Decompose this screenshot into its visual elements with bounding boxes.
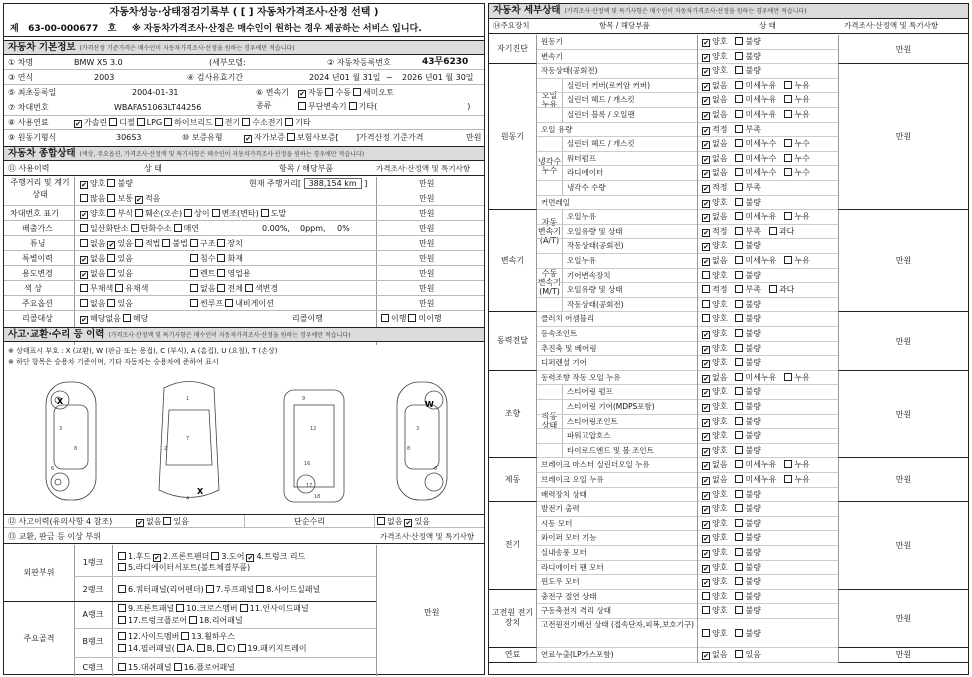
row-tuning: 튜닝 없음✔ 있음 적법 불법 구조 장치 만원 bbox=[4, 237, 484, 251]
detail-item: 등속조인트 bbox=[541, 329, 578, 338]
state-checkbox[interactable] bbox=[735, 329, 743, 337]
svg-text:4: 4 bbox=[186, 496, 190, 502]
detail-row bbox=[537, 590, 838, 605]
price-cell: 만원 bbox=[838, 648, 968, 663]
svg-text:7: 7 bbox=[186, 436, 190, 442]
detail-item: 고전원전기배선 상태 (접속단자,피복,보호기구) bbox=[541, 620, 695, 629]
row-vin: ⑦ 차대번호 WBAFA51063LT44256 bbox=[8, 103, 202, 112]
state-checkbox[interactable] bbox=[735, 504, 743, 512]
state-checkbox[interactable] bbox=[702, 243, 710, 251]
state-checkbox[interactable] bbox=[735, 563, 743, 571]
detail-item: 커먼레일 bbox=[541, 197, 570, 207]
car-diagram bbox=[4, 370, 484, 510]
detail-state: 양호 불량 bbox=[697, 269, 860, 284]
detail-state: ✔ 양호 불량 bbox=[697, 444, 860, 459]
detail-state: ✔ 없음 미세누유 누유 bbox=[697, 93, 860, 108]
detail-row bbox=[537, 93, 838, 108]
left-panel: 자동차성능·상태점검기록부 ( [ ] 자동차가격조사·산정 선택 ) 제 63-00-000677 호 ※ 자동차가격조사·산정은 매수인이 원하는 경우 제공하는 서비스 입니다. 자동차 기본정보 (가격산정 기준가격은 매수인이 자동차가격조사·산정을 원하는 경우에만 적습니다) ① 차명 BMW X5 3.0 (세부모델: ② 자동차등록번호 43무6230 ③ 연식 2003 ④ 검사유효기간 2024 년01 월 31일 ~ 2026 년01 월 30일 ⑤ 최초등록일 2004-01-31 ⑥ 변속기 종류 ✔자동 수동 세미오토 무단변속기 기타( ) ⑦ 차대번호 WBAFA51063LT44256 ⑧ 사용연료 ✔ 가솔린 디젤 LPG 하이브리드 전기 수소전기 기타 ⑨ 원동기형식 306S3 ⑩ 보증유형 ✔ 자가보증 보험사보증[ ]가격산정 기준가격 만원 자동차 종합상태 (색상, 주요옵션, 가격조사·산정액 및 특기사항은 매수인이 자동차가격조사·산정을 원하는 경우에만 적습니다) ⑪ 사용이력 상 태 항목 / 해당부품 가격조사·산정액 및 특기사항 주행거리 및 계기상태 ✔양호 불량 현재 주행거리[ 388,154 km ] 만원 많음 보통✔ 적음 만원 차대번호 표기 ✔ 양호 부식 훼손(오손) 상이 변조(변타) 도말 만원 배출가스 일산화탄소 탄화수소 매연 0.00%, 0ppm, 0% 만원 튜닝 없음✔ 있음 적법 불법 구조 장치 만원 특별이력 ✔ 없음 있음 침수 화재 만원 용도변경 ✔ 없음 있음 렌트 영업용 만원 색 상 무채색 유채색 없음 전체 색변경 만원 주요옵션 없음 있음 썬루프 내비게이션 만원 리콜대상 ✔ 해당없음 해당 리콜이행 이행 미이행 사고·교환·수리 등 이력 (가격조사·산정액 및 특기사항은 매수인이 자동차가격조사·산정을 원하는 경우에만 적습니다) ※ 상태표시 부호 : X (교환), W (판금 또는 용접), C (부식), A (흠집), U (요철), T (손상) ※ 하단 항목은 승용차 기준이며, 기타 자동차는 승용차에 준하여 표시 3 8 6 1 7 4 2 9 12 16 17 18 3 6 8 X X W ⑫ 사고이력(유의사항 4 참조) ✔ 없음 있음 단순수리 없음✔ 있음 ⑬ 교환, 판금 등 이상 부위 가격조사·산정액 및 특기사항 외판부위 주요골격 1랭크 1.후드✔ 2.프론트펜더 3.도어✔ 4.트렁크 리드 5.라디에이터서포트(볼트체결부품) 2랭크 6.쿼터패널(리어펜더) 7.루프패널 8.사이드실패널 A랭크 9.프론트패널 10.크로스멤버 11.인사이드패널 17.트렁크플로어 18.리어패널 B랭크 12.사이드멤버 13.휠하우스 14.필러패널( A, B, C) 19.패키지트레이 C랭크 15.대쉬패널 16.플로어패널 만원 bbox=[3, 3, 485, 675]
row-usage: 용도변경 ✔ 없음 있음 렌트 영업용 만원 bbox=[4, 267, 484, 281]
state-checkbox[interactable] bbox=[735, 285, 743, 293]
state-checkbox[interactable] bbox=[735, 81, 743, 89]
state-checkbox[interactable] bbox=[702, 127, 710, 135]
category-power: 동력전달 bbox=[489, 312, 537, 370]
detail-row bbox=[537, 488, 838, 503]
detail-state: ✔ 양호 불량 bbox=[697, 327, 860, 342]
detail-state: ✔ 양호 불량 bbox=[697, 356, 860, 371]
state-checkbox[interactable] bbox=[784, 475, 792, 483]
detail-item: 실린더 헤드 / 개스킷 bbox=[567, 139, 635, 149]
basic-info-header: 자동차 기본정보 (가격산정 기준가격은 매수인이 자동차가격조사·산정을 원하는 경우에만 적습니다) bbox=[4, 40, 484, 55]
detail-state: ✔ 없음 미세누유 누유 bbox=[697, 458, 860, 473]
detail-row bbox=[537, 181, 838, 196]
detail-row bbox=[537, 648, 838, 663]
detail-row bbox=[537, 561, 838, 576]
detail-row bbox=[537, 298, 838, 313]
mark-x-center: X bbox=[197, 487, 204, 496]
detail-state: ✔ 양호 불량 bbox=[697, 64, 860, 79]
category-hv: 고전원 전기장치 bbox=[489, 590, 537, 648]
category-trans: 변속기 bbox=[489, 210, 537, 312]
detail-item: 추진축 및 베어링 bbox=[541, 343, 597, 353]
detail-item: 클러치 어셈블리 bbox=[541, 314, 595, 324]
state-checkbox[interactable] bbox=[784, 139, 792, 147]
price-cell: 만원 bbox=[838, 35, 968, 64]
detail-item: 변속기 bbox=[541, 51, 563, 61]
state-checkbox[interactable] bbox=[702, 404, 710, 412]
detail-item: 실내송풍 모터 bbox=[541, 548, 587, 557]
state-checkbox[interactable] bbox=[702, 54, 710, 62]
detail-item: 냉각수 수량 bbox=[567, 183, 606, 192]
state-checkbox[interactable] bbox=[735, 446, 743, 454]
detail-state: ✔ 양호 불량 bbox=[697, 575, 860, 590]
state-checkbox[interactable] bbox=[702, 592, 710, 600]
detail-item: 스티어링 기어(MDPS포함) bbox=[567, 402, 655, 411]
svg-text:3: 3 bbox=[416, 426, 420, 432]
detail-row bbox=[537, 604, 838, 619]
detail-state: ✔ 양호 불량 bbox=[697, 561, 860, 576]
state-checkbox[interactable] bbox=[735, 139, 743, 147]
row-special: 특별이력 ✔ 없음 있음 침수 화재 만원 bbox=[4, 252, 484, 266]
detail-item: 라디에이터 bbox=[567, 168, 604, 178]
state-checkbox[interactable] bbox=[702, 314, 710, 322]
detail-row bbox=[537, 429, 838, 444]
state-checkbox[interactable] bbox=[702, 170, 710, 178]
sub-steer_sub: 작동 상태 bbox=[537, 385, 563, 458]
state-checkbox[interactable] bbox=[735, 271, 743, 279]
detail-row bbox=[537, 108, 838, 123]
detail-row bbox=[537, 546, 838, 561]
detail-state: ✔ 없음 미세누유 누유 bbox=[697, 473, 860, 488]
state-checkbox[interactable] bbox=[735, 212, 743, 220]
row-car-name: ① 차명 BMW X5 3.0 (세부모델: ② 자동차등록번호 43무6230 bbox=[4, 56, 484, 70]
row-vin-mark: 차대번호 표기 ✔ 양호 부식 훼손(오손) 상이 변조(변타) 도말 만원 bbox=[4, 207, 484, 221]
state-checkbox[interactable] bbox=[702, 83, 710, 91]
state-checkbox[interactable] bbox=[702, 68, 710, 76]
state-checkbox[interactable] bbox=[702, 565, 710, 573]
detail-row bbox=[537, 371, 838, 386]
state-checkbox[interactable] bbox=[702, 200, 710, 208]
detail-state: ✔ 적정 부족 bbox=[697, 123, 860, 138]
detail-row bbox=[537, 123, 838, 138]
state-checkbox[interactable] bbox=[702, 331, 710, 339]
state-checkbox[interactable] bbox=[735, 344, 743, 352]
state-checkbox[interactable] bbox=[702, 375, 710, 383]
svg-text:18: 18 bbox=[314, 494, 321, 500]
state-checkbox[interactable] bbox=[735, 52, 743, 60]
detail-row bbox=[537, 356, 838, 371]
detail-state: ✔ 양호 불량 bbox=[697, 531, 860, 546]
row-engine: ⑨ 원동기형식 306S3 ⑩ 보증유형 ✔ 자가보증 보험사보증[ ]가격산정 기준가격 만원 bbox=[4, 131, 484, 145]
detail-row bbox=[537, 327, 838, 342]
state-checkbox[interactable] bbox=[702, 419, 710, 427]
price-cell: 만원 bbox=[838, 210, 968, 312]
mark-w-right: W bbox=[425, 400, 434, 409]
detail-header: 자동차 세부상태 (가격조사·산정액 및 특기사항은 매수인이 자동차가격조사·산정을 원하는 경우에만 적습니다) bbox=[489, 4, 968, 19]
detail-state: ✔ 양호 불량 bbox=[697, 385, 860, 400]
row-accident-history: ⑫ 사고이력(유의사항 4 참조) ✔ 없음 있음 단순수리 없음✔ 있음 bbox=[4, 514, 484, 528]
state-checkbox[interactable] bbox=[735, 519, 743, 527]
price-cell: 만원 bbox=[838, 312, 968, 370]
detail-item: 브레이크 마스터 실린더오일 누유 bbox=[541, 460, 650, 470]
svg-text:6: 6 bbox=[434, 466, 438, 472]
detail-state: ✔ 양호 불량 bbox=[697, 415, 860, 430]
state-checkbox[interactable] bbox=[735, 417, 743, 425]
detail-item: 스티어링조인트 bbox=[567, 416, 618, 426]
detail-item: 파워고압호스 bbox=[567, 431, 611, 441]
sub-oil_leak: 오일 누유 bbox=[537, 79, 563, 123]
row-color: 색 상 무채색 유채색 없음 전체 색변경 만원 bbox=[4, 282, 484, 296]
state-checkbox[interactable] bbox=[735, 650, 743, 658]
svg-text:8: 8 bbox=[407, 446, 411, 452]
state-checkbox[interactable] bbox=[735, 66, 743, 74]
car-name-value: BMW X5 3.0 bbox=[74, 58, 123, 67]
detail-row bbox=[537, 517, 838, 532]
detail-row bbox=[537, 35, 838, 50]
svg-text:6: 6 bbox=[51, 466, 55, 472]
detail-item: 충전구 절연 상태 bbox=[541, 591, 597, 601]
category-self: 자기진단 bbox=[489, 35, 537, 64]
state-checkbox[interactable] bbox=[702, 550, 710, 558]
state-checkbox[interactable] bbox=[702, 521, 710, 529]
state-checkbox[interactable] bbox=[735, 475, 743, 483]
state-checkbox[interactable] bbox=[735, 606, 743, 614]
state-checkbox[interactable] bbox=[784, 95, 792, 103]
state-checkbox[interactable] bbox=[702, 346, 710, 354]
detail-item: 작동상태(공회전) bbox=[541, 66, 598, 76]
detail-item: 구동축전지 격리 상태 bbox=[541, 606, 611, 616]
detail-state: ✔ 없음 미세누유 누유 bbox=[697, 210, 860, 225]
state-checkbox[interactable] bbox=[702, 433, 710, 441]
state-checkbox[interactable] bbox=[784, 154, 792, 162]
detail-state: ✔ 적정 부족 bbox=[697, 181, 860, 196]
state-checkbox[interactable] bbox=[735, 256, 743, 264]
detail-row bbox=[537, 269, 838, 284]
detail-item: 시동 모터 bbox=[541, 518, 573, 528]
state-checkbox[interactable] bbox=[784, 373, 792, 381]
doc-number-line: 제 63-00-000677 호 ※ 자동차가격조사·산정은 매수인이 원하는 경우 제공하는 서비스 입니다. bbox=[4, 21, 484, 37]
detail-row bbox=[537, 137, 838, 152]
detail-item: 실린더 블록 / 오일팬 bbox=[567, 110, 635, 119]
svg-text:9: 9 bbox=[302, 396, 306, 402]
state-checkbox[interactable] bbox=[702, 156, 710, 164]
svg-text:8: 8 bbox=[74, 446, 78, 452]
state-checkbox[interactable] bbox=[735, 358, 743, 366]
detail-state: ✔ 양호 불량 bbox=[697, 239, 860, 254]
detail-state: ✔ 없음 미세누수 누수 bbox=[697, 137, 860, 152]
detail-state: 양호 불량 bbox=[697, 298, 860, 313]
detail-row bbox=[537, 619, 838, 648]
detail-row bbox=[537, 458, 838, 473]
svg-text:1: 1 bbox=[186, 396, 190, 402]
accident-header: 사고·교환·수리 등 이력 (가격조사·산정액 및 특기사항은 매수인이 자동차가격조사·산정을 원하는 경우에만 적습니다) bbox=[4, 327, 484, 342]
svg-text:3: 3 bbox=[59, 426, 63, 432]
detail-state: ✔ 양호 불량 bbox=[697, 488, 860, 503]
state-checkbox[interactable] bbox=[735, 198, 743, 206]
row-fuel: ⑧ 사용연료 ✔ 가솔린 디젤 LPG 하이브리드 전기 수소전기 기타 bbox=[4, 116, 484, 130]
detail-state: ✔ 없음 미세누유 누유 bbox=[697, 371, 860, 386]
state-checkbox[interactable] bbox=[702, 506, 710, 514]
detail-row bbox=[537, 473, 838, 488]
overall-col-header: ⑪ 사용이력 상 태 항목 / 해당부품 가격조사·산정액 및 특기사항 bbox=[4, 162, 484, 176]
doc-title: 자동차성능·상태점검기록부 ( [ ] 자동차가격조사·산정 선택 ) bbox=[109, 7, 379, 18]
category-fuel: 연료 bbox=[489, 648, 537, 663]
overall-header: 자동차 종합상태 (색상, 주요옵션, 가격조사·산정액 및 특기사항은 매수인이 자동차가격조사·산정을 원하는 경우에만 적습니다) bbox=[4, 146, 484, 161]
state-checkbox[interactable] bbox=[735, 125, 743, 133]
state-checkbox[interactable] bbox=[784, 81, 792, 89]
detail-item: 오일유량 및 상태 bbox=[567, 226, 623, 236]
price-cell: 만원 bbox=[838, 371, 968, 459]
detail-state: 양호 불량 bbox=[697, 590, 860, 605]
state-checkbox[interactable] bbox=[735, 183, 743, 191]
detail-row bbox=[537, 444, 838, 459]
state-checkbox[interactable] bbox=[702, 285, 710, 293]
vin-value: WBAFA51063LT44256 bbox=[114, 103, 202, 112]
state-checkbox[interactable] bbox=[702, 389, 710, 397]
state-checkbox[interactable] bbox=[702, 477, 710, 485]
detail-row bbox=[537, 531, 838, 546]
detail-row bbox=[537, 64, 838, 79]
price-cell: 만원 bbox=[838, 502, 968, 590]
trans-auto-checkbox[interactable] bbox=[298, 90, 306, 98]
detail-row bbox=[537, 385, 838, 400]
row-options: 주요옵션 없음 있음 썬루프 내비게이션 만원 bbox=[4, 297, 484, 311]
detail-row bbox=[537, 239, 838, 254]
detail-state: ✔ 없음 미세누수 누수 bbox=[697, 166, 860, 181]
state-checkbox[interactable] bbox=[735, 95, 743, 103]
state-checkbox[interactable] bbox=[702, 112, 710, 120]
state-checkbox[interactable] bbox=[735, 110, 743, 118]
row-recall: 리콜대상 ✔ 해당없음 해당 리콜이행 이행 미이행 bbox=[4, 312, 484, 326]
state-checkbox[interactable] bbox=[702, 579, 710, 587]
state-checkbox[interactable] bbox=[702, 360, 710, 368]
detail-state: 양호 불량 bbox=[697, 312, 860, 327]
row-exchange-header: ⑬ 교환, 판금 등 이상 부위 가격조사·산정액 및 특기사항 bbox=[4, 530, 484, 544]
detail-state: ✔ 없음 미세누수 누수 bbox=[697, 152, 860, 167]
svg-text:17: 17 bbox=[306, 483, 313, 489]
detail-state: ✔ 없음 미세누유 누유 bbox=[697, 254, 860, 269]
detail-state: 적정 부족 과다 bbox=[697, 283, 860, 298]
detail-item: 작동상태(공회전) bbox=[567, 299, 624, 309]
state-checkbox[interactable] bbox=[702, 300, 710, 308]
detail-item: 실린더 헤드 / 개스킷 bbox=[567, 95, 635, 105]
reg-no-value: 43무6230 bbox=[422, 57, 469, 67]
detail-state: ✔ 양호 불량 bbox=[697, 502, 860, 517]
detail-state: 양호 불량 bbox=[697, 619, 860, 648]
mark-x-left: X bbox=[57, 397, 64, 406]
state-checkbox[interactable] bbox=[735, 431, 743, 439]
detail-item: 작동상태(공회전) bbox=[567, 241, 624, 251]
detail-item: 원동기 bbox=[541, 37, 563, 46]
state-checkbox[interactable] bbox=[769, 227, 777, 235]
detail-state: ✔ 없음 미세누유 누유 bbox=[697, 108, 860, 123]
state-checkbox[interactable] bbox=[784, 256, 792, 264]
state-checkbox[interactable] bbox=[735, 387, 743, 395]
detail-state: 양호 불량 bbox=[697, 604, 860, 619]
sub-at: 자동 변속기 (A/T) bbox=[537, 210, 563, 254]
detail-state: ✔ 없음 미세누유 누유 bbox=[697, 79, 860, 94]
row-emission: 배출가스 일산화탄소 탄화수소 매연 0.00%, 0ppm, 0% 만원 bbox=[4, 222, 484, 236]
detail-row bbox=[537, 312, 838, 327]
svg-text:16: 16 bbox=[304, 461, 311, 467]
detail-row bbox=[537, 196, 838, 211]
state-checkbox[interactable] bbox=[735, 37, 743, 45]
detail-state: ✔ 적정 부족 과다 bbox=[697, 225, 860, 240]
category-brake: 제동 bbox=[489, 458, 537, 502]
state-checkbox[interactable] bbox=[735, 154, 743, 162]
detail-item: 기어변속장치 bbox=[567, 270, 611, 280]
svg-text:2: 2 bbox=[164, 446, 168, 452]
detail-item: 윈도우 모터 bbox=[541, 577, 580, 587]
detail-item: 브레이크 오일 누유 bbox=[541, 475, 604, 484]
sub-coolant_leak: 냉각수 누수 bbox=[537, 137, 563, 195]
state-checkbox[interactable] bbox=[702, 271, 710, 279]
state-checkbox[interactable] bbox=[702, 39, 710, 47]
detail-item: 배력장치 상태 bbox=[541, 489, 587, 499]
state-checkbox[interactable] bbox=[784, 168, 792, 176]
row-first-reg: ⑤ 최초등록일 2004-01-31 ⑥ 변속기 종류 ✔자동 수동 세미오토 무단변속기 기타( ) bbox=[4, 86, 484, 116]
doc-number: 63-00-000677 bbox=[28, 24, 99, 34]
detail-item: 와이퍼 모터 기능 bbox=[541, 533, 597, 543]
detail-state: ✔ 양호 불량 bbox=[697, 342, 860, 357]
detail-state: ✔ 양호 불량 bbox=[697, 429, 860, 444]
detail-item: 워터펌프 bbox=[567, 153, 596, 163]
detail-item: 오일누유 bbox=[567, 256, 596, 265]
state-checkbox[interactable] bbox=[735, 300, 743, 308]
price-cell: 만원 bbox=[838, 64, 968, 210]
state-checkbox[interactable] bbox=[735, 533, 743, 541]
state-checkbox[interactable] bbox=[702, 448, 710, 456]
state-checkbox[interactable] bbox=[702, 229, 710, 237]
detail-col-header: ⑭주요장치 항목 / 해당부품 상 태 가격조사·산정액 및 특기사항 bbox=[489, 19, 968, 34]
detail-row bbox=[537, 79, 838, 94]
detail-row bbox=[537, 502, 838, 517]
state-checkbox[interactable] bbox=[702, 652, 710, 660]
detail-item: 연료누출(LP가스포함) bbox=[541, 650, 614, 660]
detail-state: ✔ 양호 불량 bbox=[697, 196, 860, 211]
state-checkbox[interactable] bbox=[702, 258, 710, 266]
state-checkbox[interactable] bbox=[702, 214, 710, 222]
detail-state: ✔ 양호 불량 bbox=[697, 400, 860, 415]
doc-notice: ※ 자동차가격조사·산정은 매수인이 원하는 경우 제공하는 서비스 입니다. bbox=[131, 24, 422, 34]
state-checkbox[interactable] bbox=[735, 168, 743, 176]
state-checkbox[interactable] bbox=[702, 97, 710, 105]
price-cell: 만원 bbox=[838, 590, 968, 648]
state-checkbox[interactable] bbox=[702, 492, 710, 500]
state-checkbox[interactable] bbox=[702, 629, 710, 637]
detail-row bbox=[537, 283, 838, 298]
svg-text:12: 12 bbox=[310, 426, 317, 432]
category-elec: 전기 bbox=[489, 502, 537, 590]
detail-row bbox=[537, 254, 838, 269]
state-checkbox[interactable] bbox=[735, 490, 743, 498]
detail-item: 오일 유량 bbox=[541, 124, 573, 134]
odometer-value: 388,154 km bbox=[304, 178, 362, 189]
detail-row bbox=[537, 50, 838, 65]
state-checkbox[interactable] bbox=[702, 141, 710, 149]
detail-state: ✔ 없음 있음 bbox=[697, 648, 860, 663]
state-checkbox[interactable] bbox=[735, 460, 743, 468]
state-checkbox[interactable] bbox=[784, 110, 792, 118]
detail-row bbox=[537, 342, 838, 357]
detail-state: ✔ 양호 불량 bbox=[697, 546, 860, 561]
state-checkbox[interactable] bbox=[735, 402, 743, 410]
detail-item: 타이로드엔드 및 볼 조인트 bbox=[567, 445, 654, 455]
detail-item: 오일누유 bbox=[567, 212, 596, 222]
detail-item: 발전기 출력 bbox=[541, 504, 580, 514]
detail-row bbox=[537, 225, 838, 240]
detail-item: 라디에이터 팬 모터 bbox=[541, 562, 604, 572]
state-checkbox[interactable] bbox=[735, 577, 743, 585]
state-checkbox[interactable] bbox=[735, 314, 743, 322]
sub-mt: 수동 변속기 (M/T) bbox=[537, 254, 563, 312]
state-checkbox[interactable] bbox=[735, 241, 743, 249]
detail-state: ✔ 양호 불량 bbox=[697, 50, 860, 65]
state-checkbox[interactable] bbox=[702, 185, 710, 193]
state-checkbox[interactable] bbox=[735, 592, 743, 600]
detail-item: 실린더 커버(로커암 커버) bbox=[567, 80, 651, 90]
row-odometer: 주행거리 및 계기상태 ✔양호 불량 현재 주행거리[ 388,154 km ] 만원 많음 보통✔ 적음 만원 bbox=[4, 177, 484, 206]
state-checkbox[interactable] bbox=[769, 285, 777, 293]
price-cell: 만원 bbox=[838, 458, 968, 502]
detail-row bbox=[537, 400, 838, 415]
state-checkbox[interactable] bbox=[735, 227, 743, 235]
state-checkbox[interactable] bbox=[735, 629, 743, 637]
state-checkbox[interactable] bbox=[784, 460, 792, 468]
detail-state: ✔ 양호 불량 bbox=[697, 517, 860, 532]
detail-row bbox=[537, 575, 838, 590]
state-checkbox[interactable] bbox=[784, 212, 792, 220]
detail-row bbox=[537, 166, 838, 181]
state-checkbox[interactable] bbox=[702, 462, 710, 470]
detail-row bbox=[537, 415, 838, 430]
row-year: ③ 연식 2003 ④ 검사유효기간 2024 년01 월 31일 ~ 2026 년01 월 30일 bbox=[4, 71, 484, 85]
detail-state: ✔ 양호 불량 bbox=[697, 35, 860, 50]
state-checkbox[interactable] bbox=[735, 548, 743, 556]
detail-row bbox=[537, 152, 838, 167]
right-panel bbox=[488, 3, 969, 675]
detail-item: 오일유량 및 상태 bbox=[567, 285, 623, 295]
state-checkbox[interactable] bbox=[735, 373, 743, 381]
category-steer: 조향 bbox=[489, 371, 537, 459]
detail-row bbox=[537, 210, 838, 225]
detail-item: 스티어링 펌프 bbox=[567, 387, 613, 397]
category-eng: 원동기 bbox=[489, 64, 537, 210]
detail-item: 동력조향 작동 오일 누유 bbox=[541, 372, 621, 382]
detail-item: 디퍼렌셜 기어 bbox=[541, 358, 587, 368]
state-checkbox[interactable] bbox=[702, 606, 710, 614]
state-checkbox[interactable] bbox=[702, 535, 710, 543]
